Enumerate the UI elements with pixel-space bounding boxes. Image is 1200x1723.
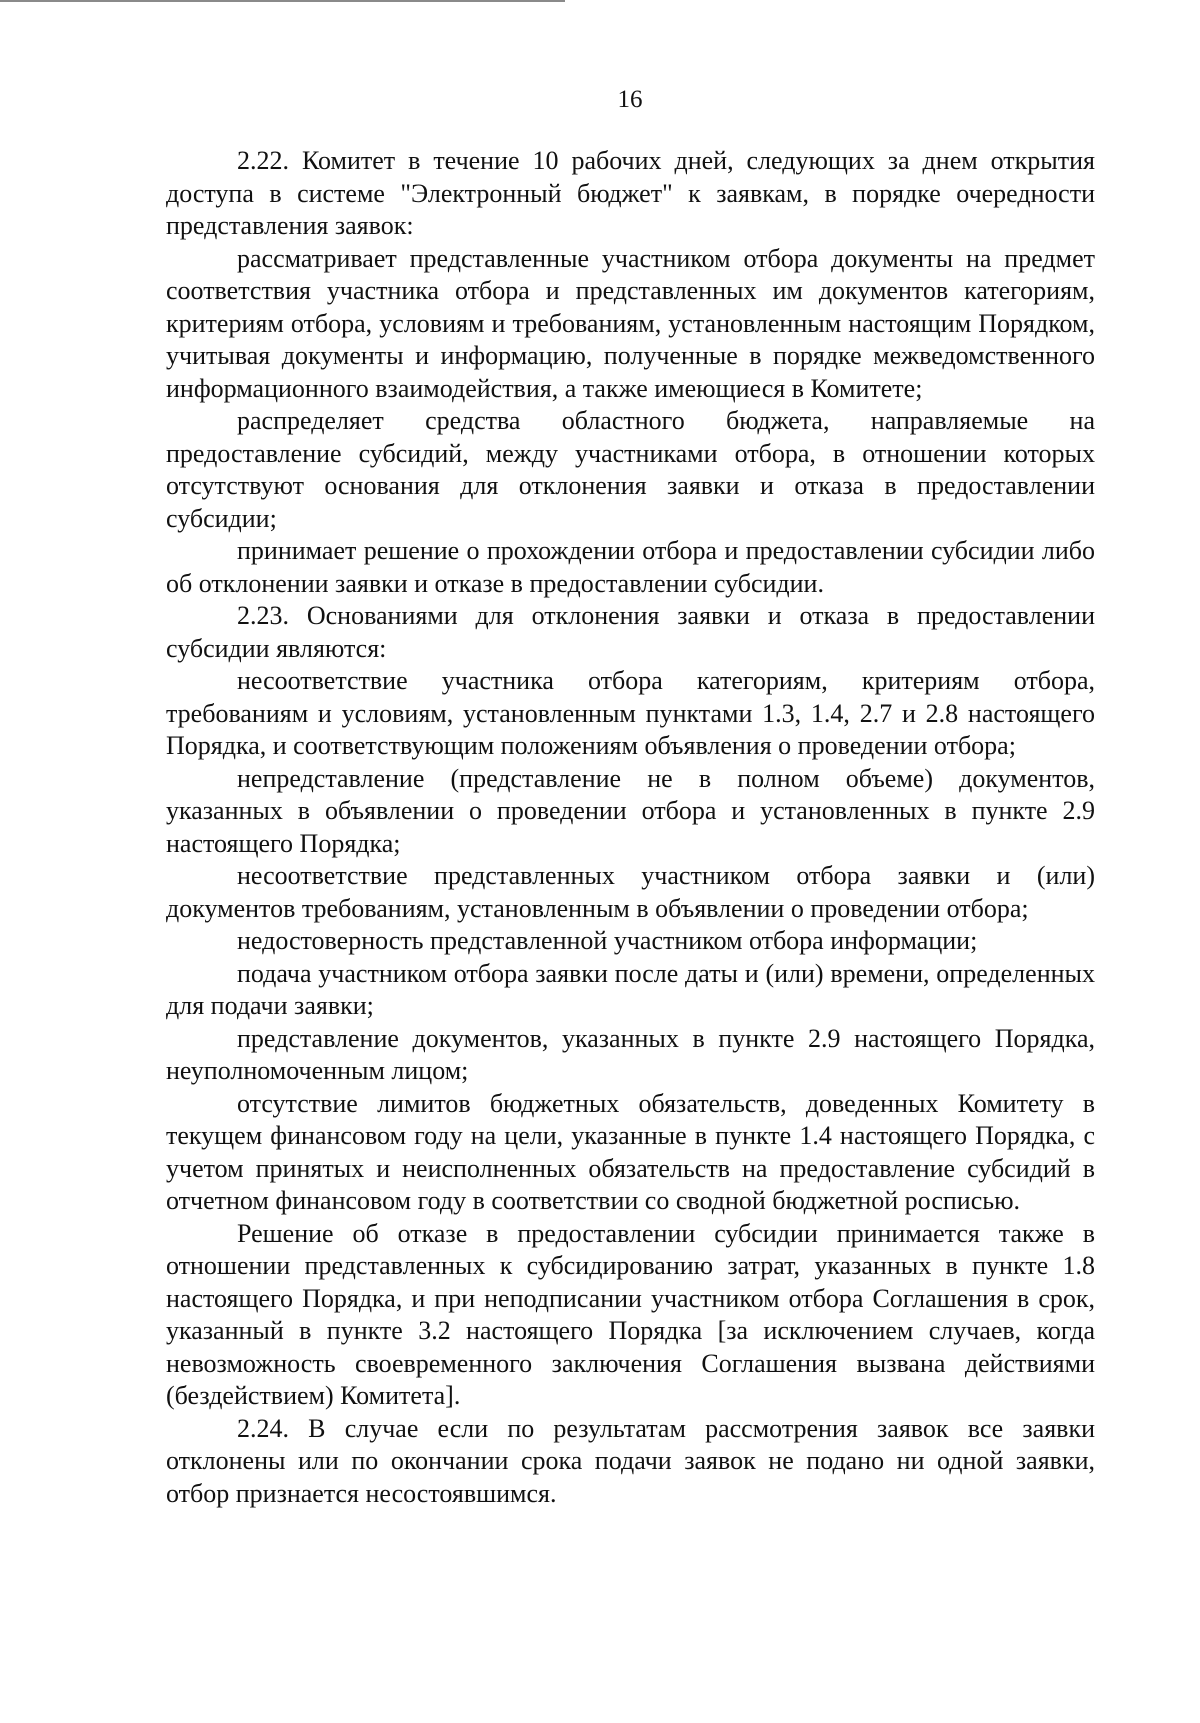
document-body [166,145,1095,1510]
paragraph-nonsubmission: непредставление (представление не в полном объеме) документов, указанных в объявлении о проведении отбора и установленных в пункте 2.9 настоящего Порядка; [166,763,1095,858]
scan-edge-line [0,0,565,2]
paragraph-distributes: распределяет средства областного бюджета, направляемые на предоставление субсидий, между участниками отбора, в отношении которых отсутствуют основания для отклонения заявки и отказа в предоставлении субсидии; [166,406,1095,533]
paragraph-noncompliance: несоответствие участника отбора категориям, критериям отбора, требованиям и условиям, установленным пунктами 1.3, 1.4, 2.7 и 2.8 настоящего Порядка, и соответствующим положениям объявления о проведении отбора; [166,666,1095,760]
paragraph-no-limits: отсутствие лимитов бюджетных обязательств, доведенных Комитету в текущем финансовом году на цели, указанные в пункте 1.4 настоящего Порядка, с учетом принятых и неисполненных обязательств на предоставление субсидий в отчетном финансовом году в соответствии со сводной бюджетной росписью. [166,1088,1095,1215]
paragraph-documents-mismatch: несоответствие представленных участником отбора заявки и (или) документов требованиям, установленным в объявлении о проведении отбора; [166,861,1095,923]
page-number: 16 [617,86,643,113]
paragraph-late-submission: подача участником отбора заявки после даты и (или) времени, определенных для подачи заявки; [166,958,1095,1020]
paragraph-unreliable-info: недостоверность представленной участником отбора информации; [237,926,978,955]
paragraph-refusal-decision: Решение об отказе в предоставлении субсидии принимается также в отношении представленных к субсидированию затрат, указанных в пункте 1.8 настоящего Порядка, и при неподписании участником отбора Соглашения в срок, указанный в пункте 3.2 настоящего Порядка [за исключением случаев, когда невозможность своевременного заключения Соглашения вызвана действиями (бездействием) Комитета]. [166,1218,1095,1410]
paragraph-2-23: 2.23. Основаниями для отклонения заявки и отказа в предоставлении субсидии являются: [166,601,1095,663]
paragraph-2-24: 2.24. В случае если по результатам рассмотрения заявок все заявки отклонены или по окончании срока подачи заявок не подано ни одной заявки, отбор признается несостоявшимся. [166,1413,1095,1508]
paragraph-reviews: рассматривает представленные участником отбора документы на предмет соответствия участника отбора и представленных им документов категориям, критериям отбора, условиям и требованиям, установленным настоящим Порядком, учитывая документы и информацию, полученные в порядке межведомственного информационного взаимодействия, а также имеющиеся в Комитете; [166,243,1095,403]
paragraph-unauthorized-person: представление документов, указанных в пункте 2.9 настоящего Порядка, неуполномоченным лицом; [166,1023,1095,1085]
paragraph-decides: принимает решение о прохождении отбора и предоставлении субсидии либо об отклонении заявки и отказе в предоставлении субсидии. [166,536,1095,598]
paragraph-2-22: 2.22. Комитет в течение 10 рабочих дней, следующих за днем открытия доступа в системе "Электронный бюджет" к заявкам, в порядке очередности представления заявок: [166,146,1095,240]
